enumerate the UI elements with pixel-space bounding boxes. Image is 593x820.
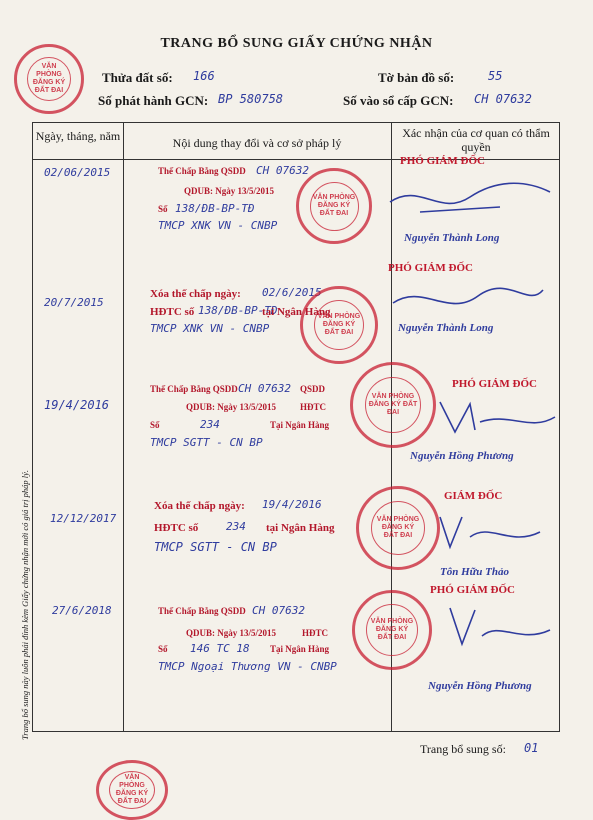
col-header-confirm: Xác nhận của cơ quan có thẩm quyền [402,126,550,154]
registry-number-value: CH 07632 [474,92,532,106]
entry-1-line2-label: QDUB: Ngày 13/5/2015 [184,186,274,196]
entry-3-signer: Nguyễn Hồng Phương [410,450,514,462]
entry-4-signature [420,502,560,562]
entry-5-date: 27/6/2018 [52,604,112,617]
supplement-page-label: Trang bổ sung số: [420,742,506,756]
entry-1-line1-value: CH 07632 [256,164,309,177]
entry-2-line2-value: 138/ĐB-BP-TĐ [198,304,278,317]
entry-4-line2-label: HĐTC số [154,522,199,534]
entry-5-line3-label: Số [158,644,168,654]
entry-3-line4-value: TMCP SGTT - CN BP [150,436,263,449]
col-header-date: Ngày, tháng, năm [35,129,121,143]
entry-5-line2-suffix: HĐTC [302,628,329,638]
entry-5-line1-label: Thế Chấp Bằng QSDD [158,606,246,616]
entry-5-signature [420,596,560,656]
entry-5-line1-value: CH 07632 [252,604,305,617]
entry-5-line3-value: 146 TC 18 [190,642,250,655]
entry-3-line1-value: CH 07632 [238,382,291,395]
entry-1-position: PHÓ GIÁM ĐỐC [400,155,485,167]
registry-number-label: Số vào sổ cấp GCN: [343,93,454,108]
entry-3-signature [400,392,560,442]
entry-3-line2-label: QDUB: Ngày 13/5/2015 [186,402,276,412]
entry-3-position: PHÓ GIÁM ĐỐC [452,378,537,390]
issue-number-value: BP 580758 [218,92,284,106]
entry-5-stamp: VĂN PHÒNG ĐĂNG KÝ ĐẤT ĐAI [352,590,432,670]
entry-1-signature [380,172,560,232]
entry-4-stamp: VĂN PHÒNG ĐĂNG KÝ ĐẤT ĐAI [356,486,440,570]
entry-2-stamp: VĂN PHÒNG ĐĂNG KÝ ĐẤT ĐAI [300,286,378,364]
entry-4-position: GIÁM ĐỐC [444,490,503,502]
entry-2-line3-value: TMCP XNK VN - CNBP [150,322,270,335]
bottom-stamp: VĂN PHÒNG ĐĂNG KÝ ĐẤT ĐAI [96,760,168,820]
entry-1-date: 02/06/2015 [44,166,111,179]
entry-1-line3-value: 138/ĐB-BP-TĐ [175,202,255,215]
entry-4-line2-value: 234 [226,520,246,533]
entry-1-signer: Nguyễn Thành Long [404,232,500,244]
entry-2-line1-label: Xóa thế chấp ngày: [150,288,241,300]
entry-5-line3-bank: Tại Ngân Hàng [270,644,330,654]
entry-3-line1-suffix: QSDD [300,384,326,394]
entry-2-signer: Nguyễn Thành Long [398,322,494,334]
entry-4-line1-label: Xóa thế chấp ngày: [154,500,245,512]
col-header-content: Nội dung thay đổi và cơ sở pháp lý [172,136,342,150]
page-title: TRANG BỔ SUNG GIẤY CHỨNG NHẬN [160,36,433,51]
entry-4-line3-value: TMCP SGTT - CN BP [154,540,277,554]
entry-2-signature [378,278,558,328]
supplement-page-value: 01 [524,741,539,755]
entry-4-line1-value: 19/4/2016 [262,498,322,511]
entry-3-line1-label: Thế Chấp Bằng QSDD [150,384,238,394]
entry-5-line4-value: TMCP Ngoại Thương VN - CNBP [158,660,337,673]
entry-3-line3-value: 234 [200,418,220,431]
official-stamp: VĂN PHÒNG ĐĂNG KÝ ĐẤT ĐAI [14,44,84,114]
entry-1-line1-label: Thế Chấp Bằng QSDD [158,166,246,176]
entry-1-stamp: VĂN PHÒNG ĐĂNG KÝ ĐẤT ĐAI [296,168,372,244]
entry-2-date: 20/7/2015 [44,296,104,309]
map-sheet-value: 55 [488,69,503,83]
entry-1-line3-label: Số [158,204,168,214]
entry-1-line4-value: TMCP XNK VN - CNBP [158,219,278,232]
parcel-number-value: 166 [193,69,215,83]
entry-2-line1-value: 02/6/2015 [262,286,322,299]
entry-4-signer: Tôn Hữu Thảo [440,566,509,578]
issue-number-label: Số phát hành GCN: [98,93,209,108]
entry-3-stamp: VĂN PHÒNG ĐĂNG KÝ ĐẤT ĐAI [350,362,436,448]
entry-4-date: 12/12/2017 [50,512,117,525]
entry-2-line2-bank: tại Ngân Hàng [262,306,331,318]
map-sheet-label: Tờ bản đồ số: [378,70,455,85]
entry-3-line2-suffix: HĐTC [300,402,327,412]
entry-5-position: PHÓ GIÁM ĐỐC [430,584,515,596]
entry-3-date: 19/4/2016 [44,398,110,412]
entry-5-line2-label: QDUB: Ngày 13/5/2015 [186,628,276,638]
entry-3-line3-bank: Tại Ngân Hàng [270,420,330,430]
entry-2-position: PHÓ GIÁM ĐỐC [388,262,473,274]
side-note: Trang bổ sung này luôn phải đính kèm Giấy chứng nhận mới có giá trị pháp lý. [20,469,30,740]
entry-4-line2-bank: tại Ngân Hàng [266,522,335,534]
entry-2-line2-label: HĐTC số [150,306,195,318]
parcel-number-label: Thửa đất số: [102,70,173,85]
entry-3-line3-label: Số [150,420,160,430]
entry-5-signer: Nguyễn Hồng Phương [428,680,532,692]
